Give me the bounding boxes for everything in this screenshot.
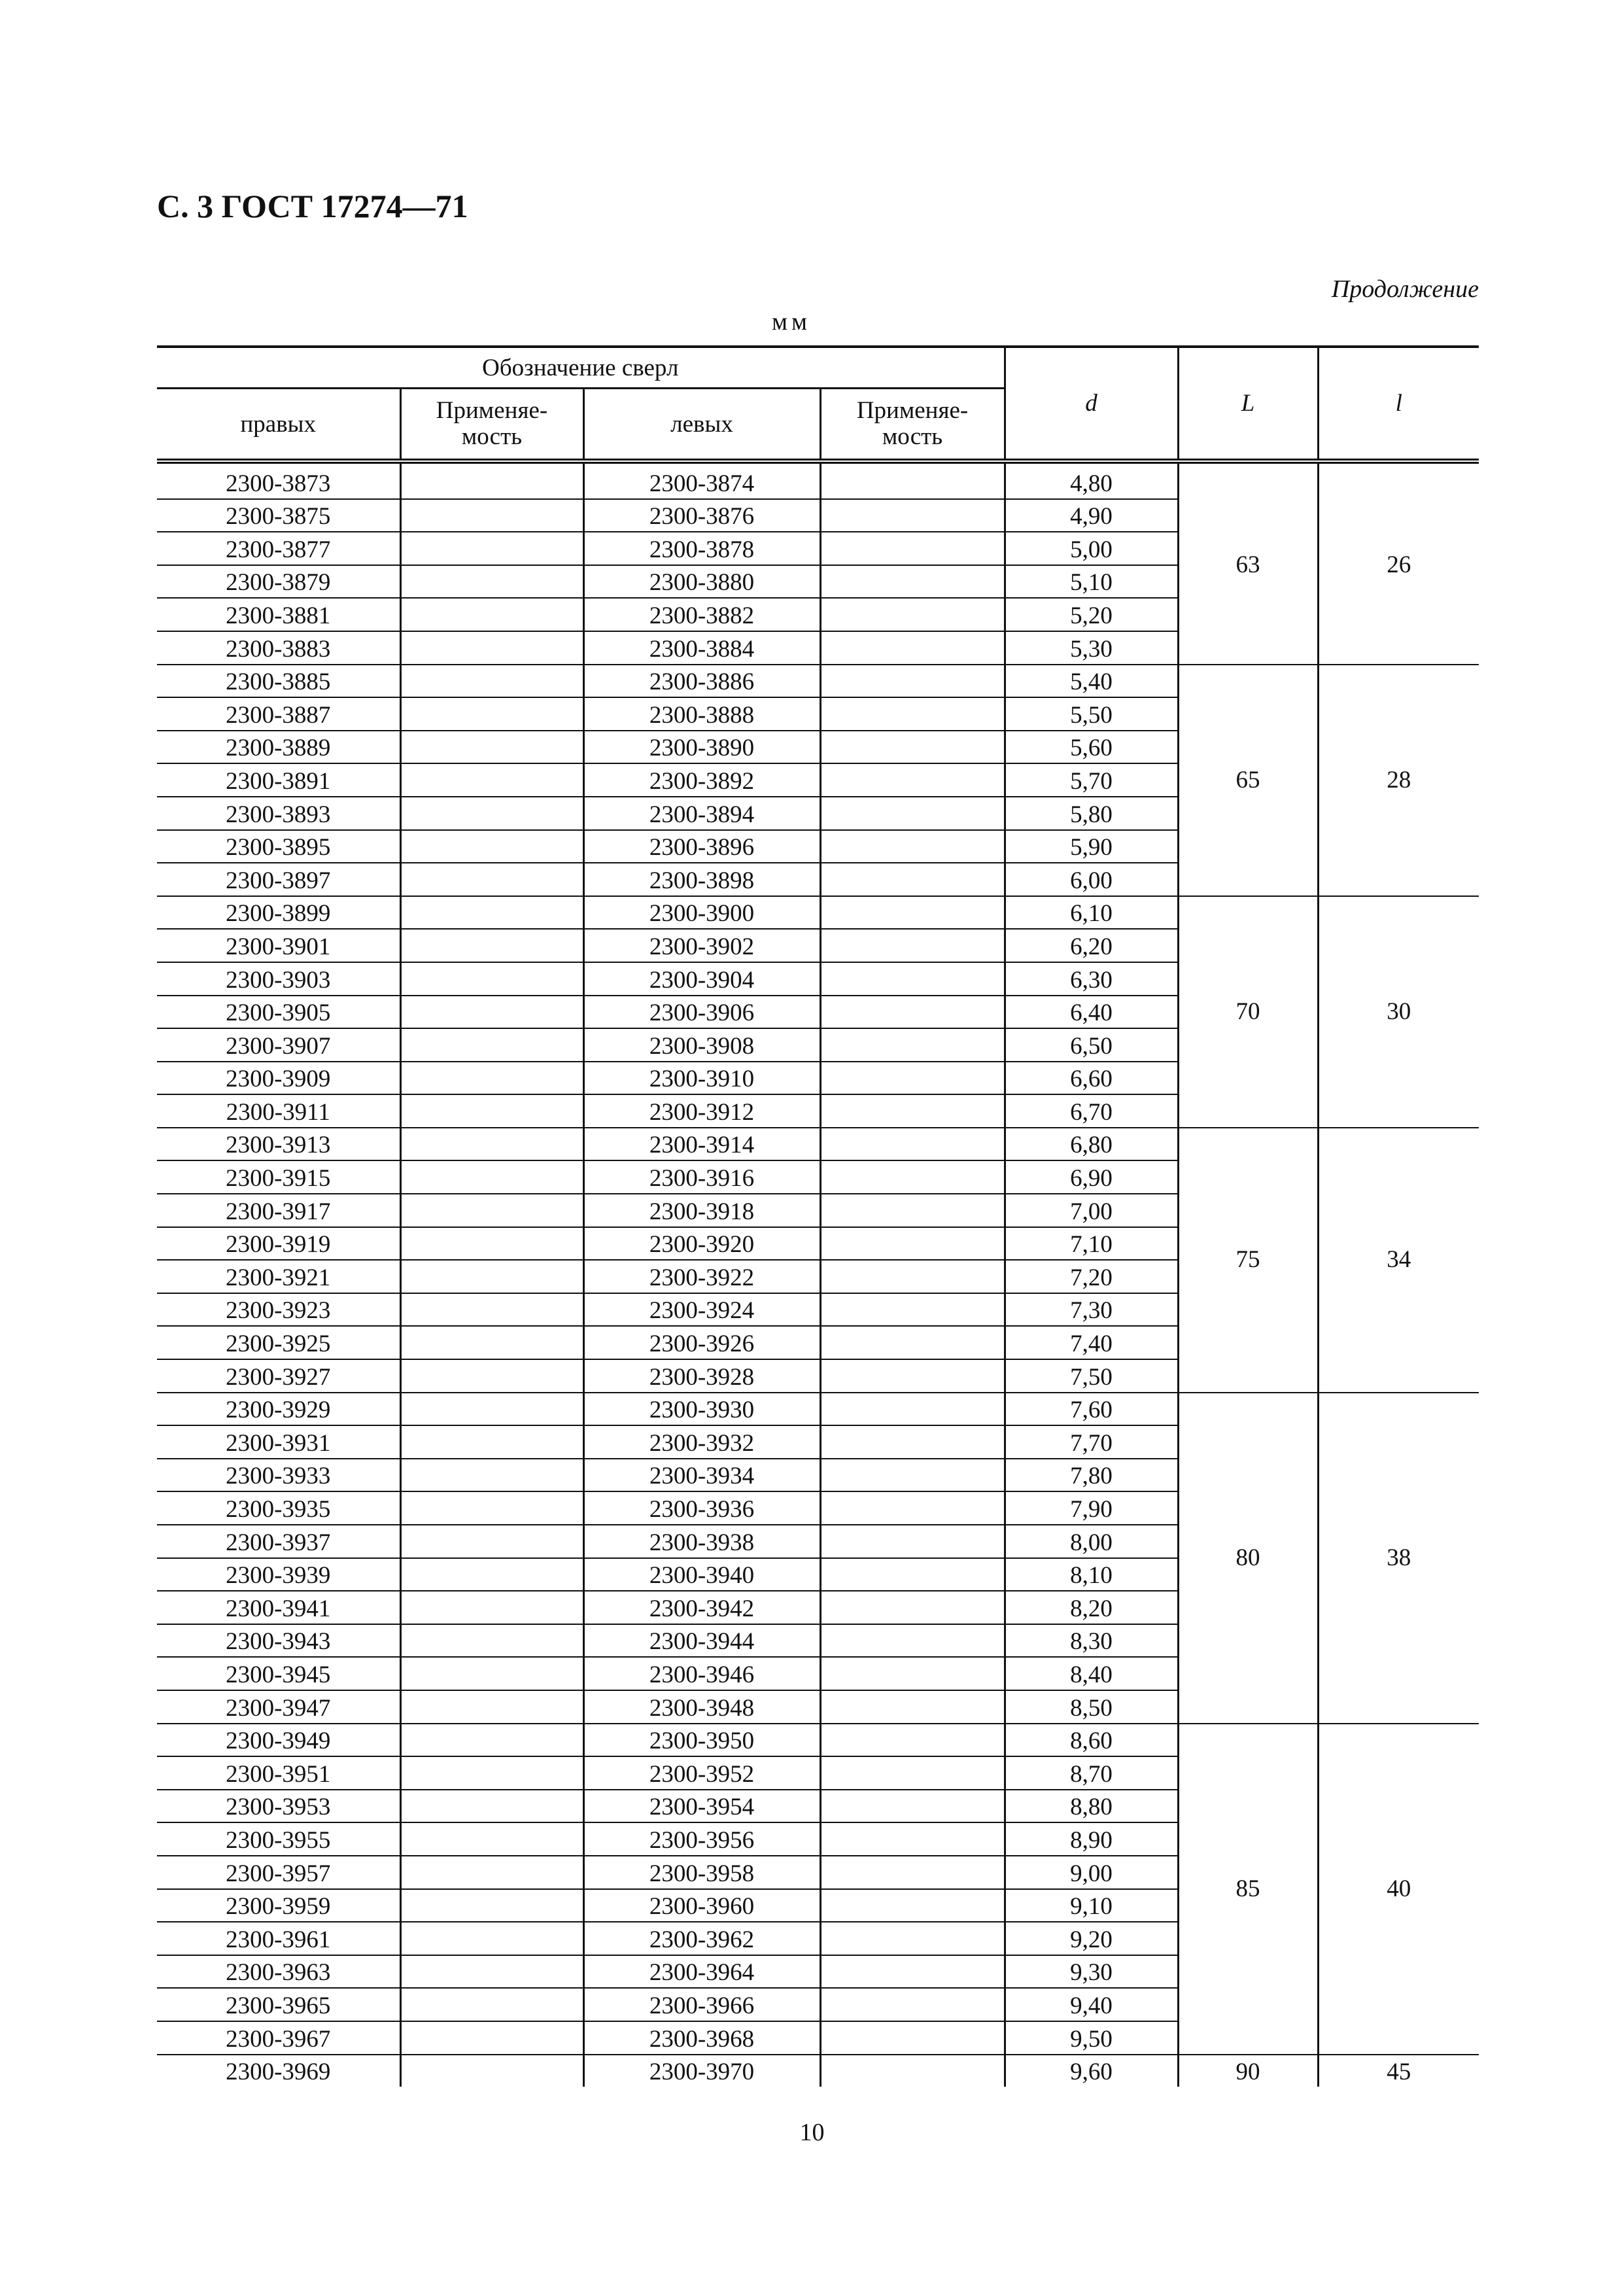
left-designation-cell: 2300-3930 (583, 1393, 820, 1426)
right-designation-cell: 2300-3953 (157, 1790, 400, 1823)
diameter-cell: 8,80 (1005, 1790, 1178, 1823)
left-designation-cell: 2300-3880 (583, 565, 820, 599)
diameter-cell: 6,30 (1005, 962, 1178, 996)
right-applicability-cell (400, 1558, 583, 1592)
left-designation-cell: 2300-3934 (583, 1459, 820, 1492)
diameter-cell: 8,10 (1005, 1558, 1178, 1592)
diameter-cell: 6,00 (1005, 863, 1178, 896)
diameter-cell: 8,30 (1005, 1624, 1178, 1658)
left-designation-cell: 2300-3910 (583, 1062, 820, 1095)
diameter-cell: 7,10 (1005, 1227, 1178, 1261)
right-applicability-cell (400, 731, 583, 764)
left-applicability-cell (820, 1690, 1005, 1724)
right-designation-cell: 2300-3937 (157, 1525, 400, 1558)
diameter-cell: 5,80 (1005, 797, 1178, 830)
length-L-cell: 80 (1178, 1393, 1318, 1724)
right-applicability-cell (400, 1624, 583, 1658)
diameter-cell: 5,90 (1005, 830, 1178, 863)
right-designation-cell: 2300-3921 (157, 1260, 400, 1293)
left-designation-cell: 2300-3940 (583, 1558, 820, 1592)
diameter-cell: 6,20 (1005, 929, 1178, 962)
left-applicability-cell (820, 1128, 1005, 1161)
right-applicability-cell (400, 1591, 583, 1624)
right-applicability-cell (400, 565, 583, 599)
diameter-cell: 9,30 (1005, 1955, 1178, 1989)
left-designation-cell: 2300-3874 (583, 461, 820, 499)
left-applicability-cell (820, 896, 1005, 930)
table-row (157, 1724, 1479, 1757)
left-applicability-cell (820, 1094, 1005, 1128)
diameter-cell: 7,80 (1005, 1459, 1178, 1492)
left-applicability-cell (820, 1160, 1005, 1194)
units-label: мм (772, 308, 812, 336)
left-applicability-cell (820, 1062, 1005, 1095)
right-applicability-cell (400, 598, 583, 631)
right-applicability-cell (400, 1922, 583, 1955)
right-designation-cell: 2300-3945 (157, 1657, 400, 1690)
right-designation-cell: 2300-3887 (157, 697, 400, 731)
right-designation-cell: 2300-3885 (157, 665, 400, 698)
right-designation-cell: 2300-3923 (157, 1293, 400, 1327)
right-designation-cell: 2300-3873 (157, 461, 400, 499)
right-applicability-cell (400, 2055, 583, 2087)
diameter-cell: 6,40 (1005, 996, 1178, 1029)
diameter-cell: 9,50 (1005, 2021, 1178, 2055)
diameter-cell: 8,20 (1005, 1591, 1178, 1624)
left-applicability-cell (820, 1293, 1005, 1327)
right-designation-cell: 2300-3917 (157, 1194, 400, 1227)
column-header-applicability-left: Применяе- мость (820, 389, 1005, 462)
diameter-cell: 6,50 (1005, 1028, 1178, 1062)
left-applicability-cell (820, 763, 1005, 797)
right-applicability-cell (400, 1756, 583, 1790)
diameter-cell: 6,10 (1005, 896, 1178, 930)
right-designation-cell: 2300-3955 (157, 1822, 400, 1856)
right-designation-cell: 2300-3915 (157, 1160, 400, 1194)
diameter-cell: 6,90 (1005, 1160, 1178, 1194)
left-designation-cell: 2300-3920 (583, 1227, 820, 1261)
left-designation-cell: 2300-3958 (583, 1856, 820, 1889)
right-designation-cell: 2300-3911 (157, 1094, 400, 1128)
right-designation-cell: 2300-3963 (157, 1955, 400, 1989)
left-designation-cell: 2300-3970 (583, 2055, 820, 2087)
left-designation-cell: 2300-3914 (583, 1128, 820, 1161)
left-designation-cell: 2300-3908 (583, 1028, 820, 1062)
right-designation-cell: 2300-3967 (157, 2021, 400, 2055)
right-applicability-cell (400, 461, 583, 499)
right-designation-cell: 2300-3893 (157, 797, 400, 830)
diameter-cell: 7,50 (1005, 1359, 1178, 1393)
left-designation-cell: 2300-3924 (583, 1293, 820, 1327)
left-applicability-cell (820, 1955, 1005, 1989)
left-designation-cell: 2300-3944 (583, 1624, 820, 1658)
length-L-cell: 70 (1178, 896, 1318, 1128)
right-designation-cell: 2300-3897 (157, 863, 400, 896)
right-applicability-cell (400, 763, 583, 797)
right-designation-cell: 2300-3875 (157, 499, 400, 532)
right-applicability-cell (400, 962, 583, 996)
length-l-cell: 38 (1318, 1393, 1479, 1724)
left-designation-cell: 2300-3916 (583, 1160, 820, 1194)
left-designation-cell: 2300-3892 (583, 763, 820, 797)
right-applicability-cell (400, 996, 583, 1029)
length-l-cell: 34 (1318, 1128, 1479, 1393)
left-applicability-cell (820, 1227, 1005, 1261)
diameter-cell: 9,60 (1005, 2055, 1178, 2087)
right-applicability-cell (400, 1525, 583, 1558)
left-applicability-cell (820, 1591, 1005, 1624)
diameter-cell: 5,40 (1005, 665, 1178, 698)
right-applicability-cell (400, 1856, 583, 1889)
left-designation-cell: 2300-3942 (583, 1591, 820, 1624)
right-applicability-cell (400, 1790, 583, 1823)
diameter-cell: 9,20 (1005, 1922, 1178, 1955)
left-designation-cell: 2300-3938 (583, 1525, 820, 1558)
table-row (157, 1393, 1479, 1426)
diameter-cell: 7,40 (1005, 1326, 1178, 1359)
right-applicability-cell (400, 1491, 583, 1525)
left-designation-cell: 2300-3886 (583, 665, 820, 698)
right-applicability-cell (400, 863, 583, 896)
right-applicability-cell (400, 1260, 583, 1293)
diameter-cell: 7,30 (1005, 1293, 1178, 1327)
column-header-left: левых (583, 389, 820, 462)
diameter-cell: 5,00 (1005, 532, 1178, 565)
diameter-cell: 5,30 (1005, 631, 1178, 665)
right-applicability-cell (400, 1955, 583, 1989)
column-header-right: правых (157, 389, 400, 462)
right-applicability-cell (400, 1889, 583, 1922)
right-designation-cell: 2300-3947 (157, 1690, 400, 1724)
table-row (157, 665, 1479, 698)
left-designation-cell: 2300-3882 (583, 598, 820, 631)
right-designation-cell: 2300-3965 (157, 1988, 400, 2021)
right-applicability-cell (400, 929, 583, 962)
right-applicability-cell (400, 797, 583, 830)
column-header-d: d (1005, 347, 1178, 461)
left-designation-cell: 2300-3896 (583, 830, 820, 863)
right-applicability-cell (400, 1326, 583, 1359)
right-applicability-cell (400, 830, 583, 863)
length-l-cell: 45 (1318, 2055, 1479, 2087)
diameter-cell: 5,10 (1005, 565, 1178, 599)
right-applicability-cell (400, 499, 583, 532)
left-applicability-cell (820, 1790, 1005, 1823)
left-designation-cell: 2300-3922 (583, 1260, 820, 1293)
right-designation-cell: 2300-3901 (157, 929, 400, 962)
left-designation-cell: 2300-3888 (583, 697, 820, 731)
right-applicability-cell (400, 896, 583, 930)
right-designation-cell: 2300-3895 (157, 830, 400, 863)
diameter-cell: 7,20 (1005, 1260, 1178, 1293)
length-l-cell: 40 (1318, 1724, 1479, 2055)
right-applicability-cell (400, 1425, 583, 1459)
right-designation-cell: 2300-3881 (157, 598, 400, 631)
right-designation-cell: 2300-3907 (157, 1028, 400, 1062)
right-designation-cell: 2300-3943 (157, 1624, 400, 1658)
right-designation-cell: 2300-3933 (157, 1459, 400, 1492)
right-designation-cell: 2300-3961 (157, 1922, 400, 1955)
diameter-cell: 8,50 (1005, 1690, 1178, 1724)
left-designation-cell: 2300-3894 (583, 797, 820, 830)
left-applicability-cell (820, 929, 1005, 962)
left-designation-cell: 2300-3918 (583, 1194, 820, 1227)
diameter-cell: 5,70 (1005, 763, 1178, 797)
right-applicability-cell (400, 1128, 583, 1161)
right-designation-cell: 2300-3899 (157, 896, 400, 930)
left-designation-cell: 2300-3926 (583, 1326, 820, 1359)
table-row (157, 1128, 1479, 1161)
right-applicability-cell (400, 532, 583, 565)
right-applicability-cell (400, 1459, 583, 1492)
left-designation-cell: 2300-3964 (583, 1955, 820, 1989)
left-applicability-cell (820, 1459, 1005, 1492)
length-L-cell: 65 (1178, 665, 1318, 896)
right-applicability-cell (400, 1690, 583, 1724)
right-designation-cell: 2300-3889 (157, 731, 400, 764)
length-L-cell: 90 (1178, 2055, 1318, 2087)
column-header-l: l (1318, 347, 1479, 461)
right-designation-cell: 2300-3949 (157, 1724, 400, 1757)
diameter-cell: 4,90 (1005, 499, 1178, 532)
right-applicability-cell (400, 1094, 583, 1128)
right-designation-cell: 2300-3877 (157, 532, 400, 565)
left-applicability-cell (820, 1922, 1005, 1955)
right-designation-cell: 2300-3959 (157, 1889, 400, 1922)
diameter-cell: 7,70 (1005, 1425, 1178, 1459)
table-row (157, 461, 1479, 499)
left-applicability-cell (820, 1359, 1005, 1393)
diameter-cell: 5,20 (1005, 598, 1178, 631)
column-header-L: L (1178, 347, 1318, 461)
diameter-cell: 8,40 (1005, 1657, 1178, 1690)
left-designation-cell: 2300-3928 (583, 1359, 820, 1393)
left-designation-cell: 2300-3946 (583, 1657, 820, 1690)
left-applicability-cell (820, 1856, 1005, 1889)
right-designation-cell: 2300-3909 (157, 1062, 400, 1095)
length-l-cell: 28 (1318, 665, 1479, 896)
right-designation-cell: 2300-3931 (157, 1425, 400, 1459)
left-applicability-cell (820, 1425, 1005, 1459)
left-applicability-cell (820, 797, 1005, 830)
left-applicability-cell (820, 1326, 1005, 1359)
left-applicability-cell (820, 1393, 1005, 1426)
left-applicability-cell (820, 1491, 1005, 1525)
right-designation-cell: 2300-3957 (157, 1856, 400, 1889)
left-designation-cell: 2300-3968 (583, 2021, 820, 2055)
page-number: 10 (799, 2119, 825, 2146)
left-applicability-cell (820, 1822, 1005, 1856)
left-applicability-cell (820, 1194, 1005, 1227)
left-applicability-cell (820, 697, 1005, 731)
table-row (157, 2055, 1479, 2087)
right-designation-cell: 2300-3905 (157, 996, 400, 1029)
left-applicability-cell (820, 1657, 1005, 1690)
table-row (157, 896, 1479, 930)
left-applicability-cell (820, 2055, 1005, 2087)
right-applicability-cell (400, 1822, 583, 1856)
right-applicability-cell (400, 1657, 583, 1690)
right-designation-cell: 2300-3879 (157, 565, 400, 599)
right-applicability-cell (400, 631, 583, 665)
right-applicability-cell (400, 1227, 583, 1261)
drill-designation-table (157, 345, 1479, 2087)
left-applicability-cell (820, 461, 1005, 499)
diameter-cell: 8,70 (1005, 1756, 1178, 1790)
left-designation-cell: 2300-3936 (583, 1491, 820, 1525)
left-applicability-cell (820, 1724, 1005, 1757)
group-header: Обозначение сверл (157, 347, 1005, 389)
length-L-cell: 85 (1178, 1724, 1318, 2055)
right-applicability-cell (400, 665, 583, 698)
right-designation-cell: 2300-3929 (157, 1393, 400, 1426)
diameter-cell: 9,40 (1005, 1988, 1178, 2021)
length-l-cell: 30 (1318, 896, 1479, 1128)
left-applicability-cell (820, 565, 1005, 599)
right-applicability-cell (400, 697, 583, 731)
left-designation-cell: 2300-3898 (583, 863, 820, 896)
diameter-cell: 9,00 (1005, 1856, 1178, 1889)
continuation-label: Продолжение (1331, 275, 1479, 303)
left-designation-cell: 2300-3904 (583, 962, 820, 996)
diameter-cell: 7,60 (1005, 1393, 1178, 1426)
length-L-cell: 75 (1178, 1128, 1318, 1393)
diameter-cell: 4,80 (1005, 461, 1178, 499)
left-applicability-cell (820, 830, 1005, 863)
right-applicability-cell (400, 1194, 583, 1227)
table-body (157, 461, 1479, 2087)
left-applicability-cell (820, 2021, 1005, 2055)
left-applicability-cell (820, 996, 1005, 1029)
left-applicability-cell (820, 499, 1005, 532)
right-designation-cell: 2300-3919 (157, 1227, 400, 1261)
right-applicability-cell (400, 1724, 583, 1757)
left-applicability-cell (820, 665, 1005, 698)
left-applicability-cell (820, 1028, 1005, 1062)
column-header-applicability-right: Применяе- мость (400, 389, 583, 462)
page-header: С. 3 ГОСТ 17274—71 (157, 188, 468, 224)
right-designation-cell: 2300-3913 (157, 1128, 400, 1161)
length-l-cell: 26 (1318, 461, 1479, 665)
right-designation-cell: 2300-3935 (157, 1491, 400, 1525)
right-designation-cell: 2300-3903 (157, 962, 400, 996)
diameter-cell: 8,00 (1005, 1525, 1178, 1558)
left-designation-cell: 2300-3962 (583, 1922, 820, 1955)
diameter-cell: 8,90 (1005, 1822, 1178, 1856)
left-designation-cell: 2300-3956 (583, 1822, 820, 1856)
diameter-cell: 6,60 (1005, 1062, 1178, 1095)
left-applicability-cell (820, 1624, 1005, 1658)
right-applicability-cell (400, 1028, 583, 1062)
right-applicability-cell (400, 1062, 583, 1095)
left-designation-cell: 2300-3950 (583, 1724, 820, 1757)
length-L-cell: 63 (1178, 461, 1318, 665)
right-designation-cell: 2300-3969 (157, 2055, 400, 2087)
right-applicability-cell (400, 1359, 583, 1393)
right-applicability-cell (400, 1293, 583, 1327)
left-designation-cell: 2300-3954 (583, 1790, 820, 1823)
diameter-cell: 5,60 (1005, 731, 1178, 764)
left-designation-cell: 2300-3876 (583, 499, 820, 532)
right-designation-cell: 2300-3927 (157, 1359, 400, 1393)
diameter-cell: 7,90 (1005, 1491, 1178, 1525)
left-designation-cell: 2300-3966 (583, 1988, 820, 2021)
diameter-cell: 6,80 (1005, 1128, 1178, 1161)
left-applicability-cell (820, 962, 1005, 996)
left-designation-cell: 2300-3902 (583, 929, 820, 962)
left-designation-cell: 2300-3948 (583, 1690, 820, 1724)
left-designation-cell: 2300-3890 (583, 731, 820, 764)
diameter-cell: 8,60 (1005, 1724, 1178, 1757)
left-applicability-cell (820, 1525, 1005, 1558)
right-designation-cell: 2300-3951 (157, 1756, 400, 1790)
left-designation-cell: 2300-3900 (583, 896, 820, 930)
right-applicability-cell (400, 2021, 583, 2055)
left-applicability-cell (820, 631, 1005, 665)
diameter-cell: 6,70 (1005, 1094, 1178, 1128)
diameter-cell: 5,50 (1005, 697, 1178, 731)
right-designation-cell: 2300-3883 (157, 631, 400, 665)
right-designation-cell: 2300-3939 (157, 1558, 400, 1592)
right-designation-cell: 2300-3925 (157, 1326, 400, 1359)
right-applicability-cell (400, 1393, 583, 1426)
left-applicability-cell (820, 598, 1005, 631)
left-designation-cell: 2300-3912 (583, 1094, 820, 1128)
right-applicability-cell (400, 1160, 583, 1194)
left-applicability-cell (820, 1756, 1005, 1790)
left-applicability-cell (820, 532, 1005, 565)
right-designation-cell: 2300-3941 (157, 1591, 400, 1624)
right-applicability-cell (400, 1988, 583, 2021)
left-applicability-cell (820, 1260, 1005, 1293)
diameter-cell: 9,10 (1005, 1889, 1178, 1922)
left-applicability-cell (820, 863, 1005, 896)
left-designation-cell: 2300-3878 (583, 532, 820, 565)
left-applicability-cell (820, 1988, 1005, 2021)
left-applicability-cell (820, 1558, 1005, 1592)
diameter-cell: 7,00 (1005, 1194, 1178, 1227)
left-designation-cell: 2300-3932 (583, 1425, 820, 1459)
left-designation-cell: 2300-3952 (583, 1756, 820, 1790)
left-applicability-cell (820, 731, 1005, 764)
left-designation-cell: 2300-3960 (583, 1889, 820, 1922)
right-designation-cell: 2300-3891 (157, 763, 400, 797)
left-designation-cell: 2300-3906 (583, 996, 820, 1029)
left-applicability-cell (820, 1889, 1005, 1922)
left-designation-cell: 2300-3884 (583, 631, 820, 665)
